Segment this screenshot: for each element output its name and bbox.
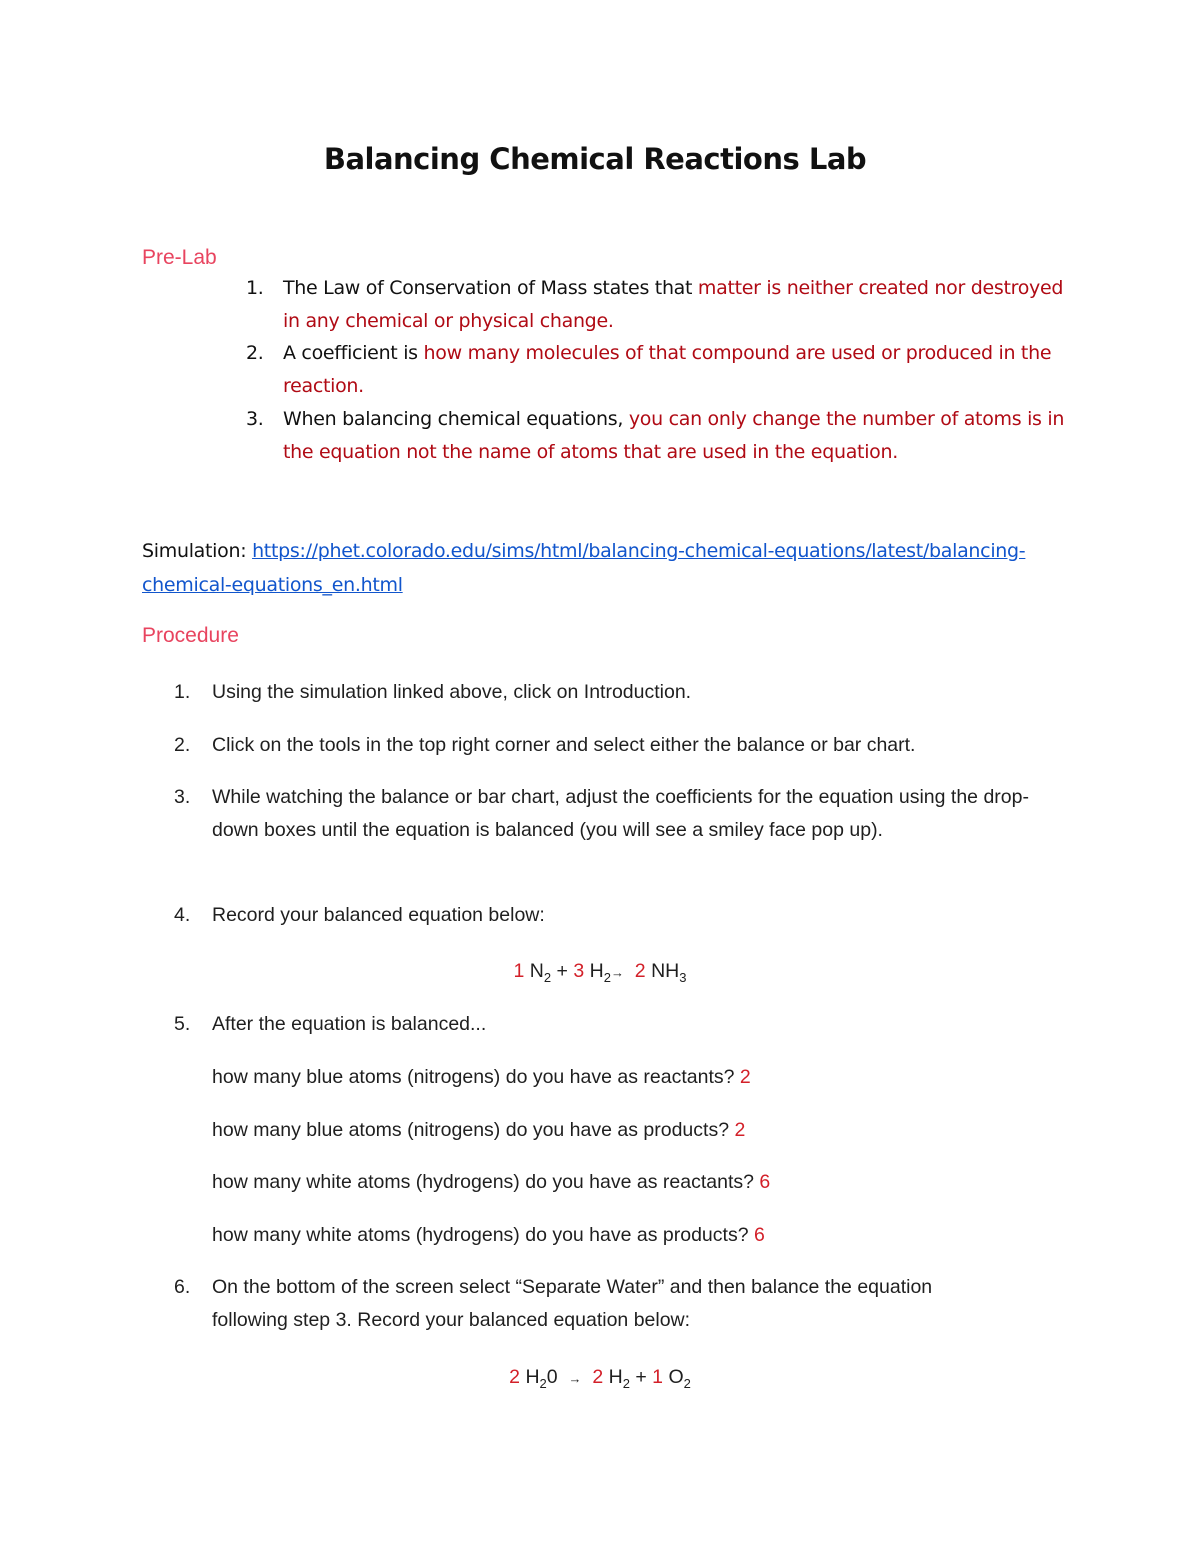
plus-sign: + [629, 1366, 653, 1388]
subscript: 2 [543, 969, 552, 985]
procedure-step-number: 5. [174, 1013, 191, 1035]
subscript: 2 [683, 1375, 691, 1391]
procedure-step-text: On the bottom of the screen select “Separate Water” and then balance the equation following step 3. Record your balanced equation below: [212, 1276, 933, 1331]
coefficient: 2 [592, 1366, 604, 1388]
prelab-item-number: 3. [246, 407, 264, 430]
question-answer: 2 [734, 1119, 746, 1141]
procedure-step-number: 2. [174, 734, 191, 756]
product-formula: H [608, 1366, 623, 1388]
subscript: 2 [622, 1375, 630, 1391]
prelab-item-answer: you can only change the number of atoms is in the equation not the name of atoms that are used in the equation. [283, 407, 1065, 463]
prelab-list [238, 272, 1068, 468]
question-line [212, 1066, 1072, 1089]
balanced-equation-ammonia [0, 960, 1200, 985]
product-formula: NH [651, 960, 680, 982]
question-line [212, 1119, 1072, 1142]
procedure-step-number: 3. [174, 786, 191, 808]
reactant-formula: N [529, 960, 544, 982]
prelab-item-number: 2. [246, 342, 264, 365]
coefficient: 2 [509, 1366, 521, 1388]
prelab-item [238, 403, 1068, 468]
procedure-step-text: Click on the tools in the top right corner and select either the balance or bar chart. [212, 734, 916, 756]
procedure-step-text: After the equation is balanced... [212, 1013, 487, 1035]
procedure-heading: Procedure [142, 624, 239, 647]
reactant-formula: H [589, 960, 604, 982]
prelab-heading: Pre-Lab [142, 246, 217, 269]
coefficient: 3 [573, 960, 585, 982]
prelab-item-text: When balancing chemical equations, [283, 407, 629, 430]
procedure-step-text: Record your balanced equation below: [212, 904, 545, 926]
arrow-icon: → [610, 965, 624, 980]
page-title: Balancing Chemical Reactions Lab [323, 142, 867, 176]
simulation-line [142, 534, 1042, 602]
procedure-step-number: 6. [174, 1276, 191, 1298]
procedure-step-text: Using the simulation linked above, click on Introduction. [212, 681, 692, 703]
prelab-item-answer: how many molecules of that compound are used or produced in the reaction. [283, 342, 1052, 398]
question-line [212, 1171, 1072, 1194]
balanced-equation-water [0, 1366, 1200, 1391]
reactant-formula: H [525, 1366, 540, 1388]
subscript: 2 [539, 1375, 547, 1391]
procedure-step-number: 1. [174, 681, 191, 703]
prelab-item [238, 272, 1068, 337]
prelab-item-number: 1. [246, 277, 264, 299]
question-text: how many white atoms (hydrogens) do you have as reactants? [212, 1171, 760, 1193]
plus-sign: + [551, 960, 574, 982]
question-answer: 6 [753, 1224, 765, 1246]
prelab-item [238, 337, 1068, 402]
coefficient: 1 [513, 960, 525, 982]
prelab-item-text: A coefficient is [283, 342, 424, 365]
product-formula: O [668, 1366, 684, 1388]
prelab-item-text: The Law of Conservation of Mass states that [283, 277, 698, 299]
subscript: 2 [603, 969, 611, 985]
arrow-icon: → [568, 1371, 582, 1386]
procedure-step-number: 4. [174, 904, 191, 926]
simulation-link[interactable]: https://phet.colorado.edu/sims/html/balancing-chemical-equations/latest/balancing-chemical-equations_en.html [142, 540, 1026, 596]
subscript: 3 [679, 969, 687, 985]
procedure-step-text: While watching the balance or bar chart, adjust the coefficients for the equation using the drop-down boxes until the equation is balanced (you will see a smiley face pop up). [212, 786, 1029, 841]
question-text: how many blue atoms (nitrogens) do you have as reactants? [212, 1066, 740, 1088]
simulation-label: Simulation: [142, 540, 253, 562]
question-answer: 2 [739, 1066, 751, 1088]
coefficient: 2 [634, 960, 646, 982]
question-text: how many white atoms (hydrogens) do you have as products? [212, 1224, 754, 1246]
coefficient: 1 [652, 1366, 664, 1388]
question-text: how many blue atoms (nitrogens) do you have as products? [212, 1119, 735, 1141]
reactant-formula-tail: 0 [546, 1366, 558, 1388]
question-answer: 6 [759, 1171, 771, 1193]
question-line [212, 1224, 1072, 1247]
prelab-item-answer: matter is neither created nor destroyed in any chemical or physical change. [283, 277, 1064, 332]
